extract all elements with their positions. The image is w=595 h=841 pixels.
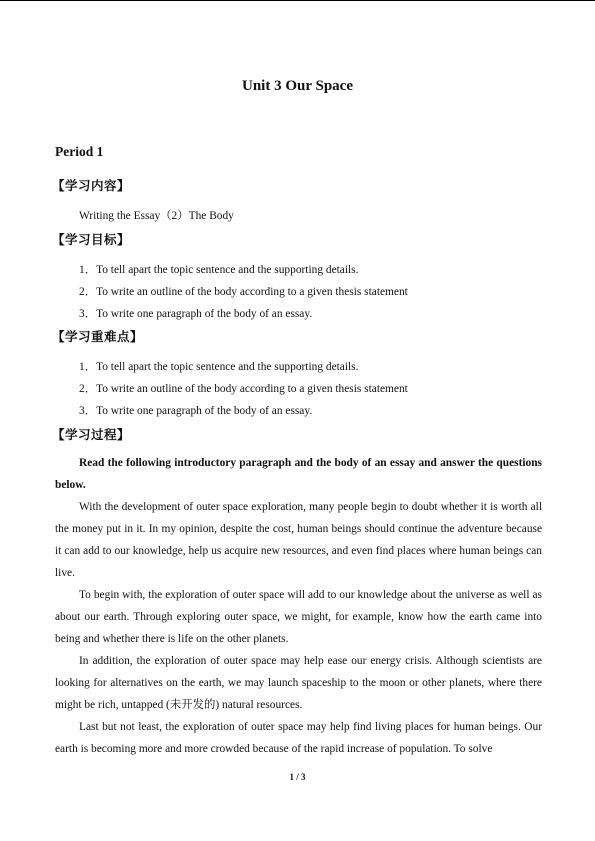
process-heading: 【学习过程】 [52,427,131,442]
instruction-paragraph: Read the following introductory paragraph and the body of an essay and answer the questions below. [55,457,542,491]
essay-paragraph: With the development of outer space exploration, many people begin to doubt whether it is worth all the money put in it. In my opinion, despite the cost, human beings should continue the adventure because it can add to our knowledge, help us acquire new resources, and even find places where human beings can live. [55,501,542,579]
goal-item: 1．To tell apart the topic sentence and the supporting details. [79,264,359,276]
key-point-item: 2．To write an outline of the body according to a given thesis statement [79,383,408,395]
key-point-item: 1．To tell apart the topic sentence and the supporting details. [79,361,359,373]
goal-item: 2．To write an outline of the body according to a given thesis statement [79,286,408,298]
period-heading: Period 1 [55,144,104,159]
goals-heading: 【学习目标】 [52,232,131,247]
goal-item: 3．To write one paragraph of the body of an essay. [79,308,313,320]
key-point-item: 3．To write one paragraph of the body of an essay. [79,405,313,417]
key-points-heading: 【学习重难点】 [52,329,144,344]
content-text: Writing the Essay（2）The Body [79,210,234,222]
page-number: 1 / 3 [289,772,306,782]
essay-paragraph: In addition, the exploration of outer space may help ease our energy crisis. Although scientists are looking for alternatives on the earth, we may launch spaceship to the moon or other planets, where there might be rich, untapped (未开发的) natural resources. [55,655,542,711]
document-title: Unit 3 Our Space [242,78,353,94]
top-border-rule [0,0,595,1]
essay-paragraph: Last but not least, the exploration of outer space may help find living places for human beings. Our earth is becoming more and more crowded because of the rapid increase of population. To solve [55,721,542,755]
content-heading: 【学习内容】 [52,178,131,193]
essay-paragraph: To begin with, the exploration of outer space will add to our knowledge about the universe as well as about our earth. Through exploring outer space, we might, for example, know how the earth came into being and whether there is life on the other planets. [55,589,542,645]
